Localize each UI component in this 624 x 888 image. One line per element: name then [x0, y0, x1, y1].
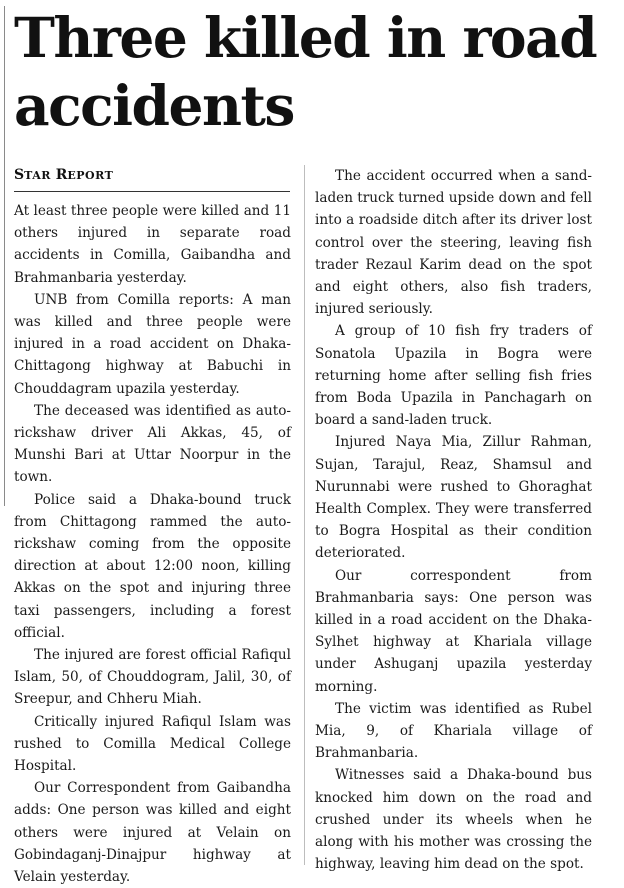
column-divider: [304, 165, 305, 865]
byline-s: S: [14, 167, 25, 183]
byline-tar: TAR: [24, 169, 51, 182]
byline: [14, 166, 290, 192]
article-column-right: [315, 165, 592, 876]
paragraph: The deceased was identified as auto-rickshaw driver Ali Akkas, 45, of Munshi Bari at Uttar Noorpur in the town.: [14, 402, 291, 486]
paragraph: At least three people were killed and 11 others injured in separate road accidents in Comilla, Gaibandha and Brahmanbaria yesterday.: [14, 203, 291, 286]
paragraph: Critically injured Rafiqul Islam was rushed to Comilla Medical College Hospital.: [14, 713, 291, 775]
article-column-left: [14, 200, 291, 888]
paragraph: Police said a Dhaka-bound truck from Chittagong rammed the auto-rickshaw coming from the opposite direction at about 12:00 noon, killing Akkas on the spot and injuring three taxi passengers, including a forest official.: [14, 491, 291, 641]
left-margin-rule: [4, 6, 5, 506]
paragraph: Our correspondent from Brahmanbaria says: One person was killed in a road accident on the Dhaka-Sylhet highway at Khariala village under Ashuganj upazila yesterday morning.: [315, 567, 592, 695]
paragraph: Witnesses said a Dhaka-bound bus knocked him down on the road and crushed under its wheels when he along with his mother was crossing the highway, leaving him dead on the spot.: [315, 767, 592, 873]
byline-r: R: [55, 167, 68, 183]
headline: Three killed in road accidents: [14, 5, 597, 138]
paragraph: The victim was identified as Rubel Mia, 9, of Khariala village of Brahmanbaria.: [315, 700, 592, 762]
paragraph: Injured Naya Mia, Zillur Rahman, Sujan, Tarajul, Reaz, Shamsul and Nurunnabi were rushed to Ghoraghat Health Complex. They were transferred to Bogra Hospital as their condition deteriorated.: [315, 434, 592, 562]
paragraph: The accident occurred when a sand-laden truck turned upside down and fell into a roadside ditch after its driver lost control over the steering, leaving fish trader Rezaul Karim dead on the spot and eight others, also fish traders, injured seriously.: [315, 168, 592, 318]
paragraph: UNB from Comilla reports: A man was killed and three people were injured in a road accident on Dhaka-Chittagong highway at Babuchi in Chouddagram upazila yesterday.: [14, 291, 291, 397]
paragraph: A group of 10 fish fry traders of Sonatola Upazila in Bogra were returning home after selling fish fries from Boda Upazila in Panchagarh on board a sand-laden truck.: [315, 323, 592, 429]
paragraph: Our Correspondent from Gaibandha adds: One person was killed and eight others were injured at Velain on Gobindaganj-Dinajpur highway at Velain yesterday.: [14, 780, 291, 886]
paragraph: The injured are forest official Rafiqul Islam, 50, of Chouddogram, Jalil, 30, of Sreepur, and Chheru Miah.: [14, 647, 291, 708]
byline-eport: EPORT: [67, 169, 114, 182]
